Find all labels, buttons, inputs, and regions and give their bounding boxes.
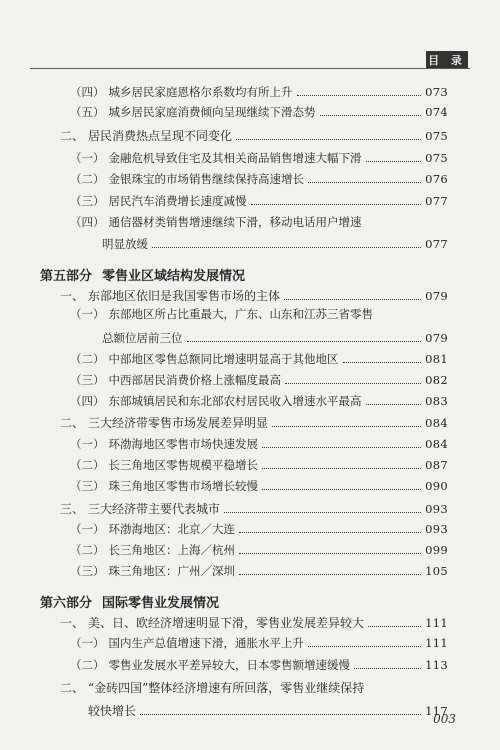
entry-page: 081 <box>425 352 448 366</box>
entry-page: 113 <box>425 658 448 672</box>
entry-label: （四） <box>70 215 105 229</box>
entry-title: “金砖四国”整体经济增速有所回落，零售业继续保持 <box>88 681 365 695</box>
part-number: 第六部分 <box>40 596 93 611</box>
entry-label: （一） <box>70 522 105 536</box>
leader-dots <box>285 383 421 384</box>
leader-dots <box>272 426 421 427</box>
entry-label: （二） <box>70 352 105 366</box>
entry-title-continued: 明显放缓 <box>102 237 148 251</box>
entry-label: 一、 <box>60 616 85 630</box>
part-heading <box>40 592 448 611</box>
leader-dots <box>140 714 421 715</box>
toc-entry-continuation[interactable] <box>102 236 448 252</box>
leader-dots <box>224 512 421 513</box>
toc-entry[interactable] <box>60 614 448 631</box>
leader-dots <box>284 299 421 300</box>
entry-page: 075 <box>425 151 448 165</box>
section-tab: 目 录 <box>426 51 468 68</box>
entry-title: 城乡居民家庭消费倾向呈现继续下滑态势 <box>108 105 316 119</box>
entry-label: （二） <box>70 172 105 186</box>
entry-label: （三） <box>70 479 105 493</box>
entry-title: 金银珠宝的市场销售继续保持高速增长 <box>108 172 304 186</box>
entry-page: 093 <box>425 502 448 516</box>
part-heading <box>40 265 448 284</box>
leader-dots <box>262 489 421 490</box>
entry-page: 093 <box>425 522 448 536</box>
entry-title: 长三角地区：上海／杭州 <box>108 543 235 557</box>
entry-title: 珠三角地区：广州／深圳 <box>108 564 235 578</box>
entry-label: 一、 <box>60 289 85 303</box>
entry-page: 111 <box>425 616 448 630</box>
entry-label: （一） <box>70 307 105 321</box>
entry-page: 073 <box>425 85 448 99</box>
leader-dots <box>368 626 421 627</box>
entry-label: （三） <box>70 194 105 208</box>
entry-title: 长三角地区零售规模平稳增长 <box>108 458 258 472</box>
toc-entry[interactable] <box>70 478 448 494</box>
entry-label: （二） <box>70 658 105 672</box>
entry-page: 079 <box>425 331 448 345</box>
entry-title-continued: 总额位居前三位 <box>102 331 183 345</box>
entry-title: 环渤海地区零售市场快速发展 <box>108 437 258 451</box>
entry-label: 二、 <box>60 129 85 143</box>
leader-dots <box>343 362 422 363</box>
entry-label: （三） <box>70 564 105 578</box>
entry-label: （一） <box>70 151 105 165</box>
entry-title: 国内生产总值增速下滑，通胀水平上升 <box>108 636 304 650</box>
entry-page: 079 <box>425 289 448 303</box>
entry-title: 美、日、欧经济增速明显下滑，零售业发展差异较大 <box>88 616 365 630</box>
toc-entry[interactable] <box>70 436 448 452</box>
entry-page: 087 <box>425 458 448 472</box>
toc-entry[interactable] <box>70 635 448 651</box>
toc-entry[interactable] <box>70 372 448 388</box>
toc-entry[interactable] <box>70 84 448 100</box>
toc-entry[interactable] <box>70 104 448 120</box>
entry-page: 099 <box>425 543 448 557</box>
part-title: 国际零售业发展情况 <box>102 596 220 611</box>
toc-entry[interactable] <box>70 393 448 409</box>
page-number: 003 <box>433 712 456 726</box>
leader-dots <box>354 668 421 669</box>
toc-entry[interactable] <box>70 542 448 558</box>
part-title: 零售业区域结构发展情况 <box>102 269 246 284</box>
toc-entry[interactable] <box>60 287 448 304</box>
part-number: 第五部分 <box>40 269 93 284</box>
entry-label: 二、 <box>60 681 85 695</box>
toc-entry[interactable] <box>70 457 448 473</box>
entry-label: （二） <box>70 458 105 472</box>
toc-entry[interactable] <box>60 679 448 696</box>
leader-dots <box>239 532 421 533</box>
leader-dots <box>239 553 421 554</box>
entry-title: 中部地区零售总额同比增速明显高于其他地区 <box>108 352 339 366</box>
leader-dots <box>366 404 422 405</box>
entry-page: 076 <box>425 172 448 186</box>
toc-entry[interactable] <box>70 351 448 367</box>
entry-title: 零售业发展水平差异较大，日本零售额增速缓慢 <box>108 658 350 672</box>
toc-entry[interactable] <box>60 414 448 431</box>
leader-dots <box>239 574 421 575</box>
leader-dots <box>251 204 422 205</box>
leader-dots <box>262 468 421 469</box>
entry-title: 珠三角地区零售市场增长较慢 <box>108 479 258 493</box>
entry-page: 117 <box>425 704 448 718</box>
toc-entry[interactable] <box>70 193 448 209</box>
entry-label: （四） <box>70 85 105 99</box>
entry-title: 东部城镇居民和东北部农村居民收入增速水平最高 <box>108 394 362 408</box>
leader-dots <box>297 95 422 96</box>
entry-label: （二） <box>70 543 105 557</box>
leader-dots <box>366 161 422 162</box>
entry-title: 金融危机导致住宅及其相关商品销售增速大幅下滑 <box>108 151 362 165</box>
toc-entry[interactable] <box>70 521 448 537</box>
entry-title: 居民消费热点呈现不同变化 <box>88 129 233 143</box>
entry-label: 二、 <box>60 416 85 430</box>
entry-page: 084 <box>425 437 448 451</box>
entry-title: 三大经济带主要代表城市 <box>88 502 221 516</box>
entry-title: 通信器材类销售增速继续下滑，移动电话用户增速 <box>108 215 362 229</box>
entry-label: （五） <box>70 105 105 119</box>
leader-dots <box>187 341 422 342</box>
toc-entry-continuation[interactable] <box>102 330 448 346</box>
toc-entry[interactable] <box>60 500 448 517</box>
leader-dots <box>262 447 421 448</box>
toc-entry[interactable] <box>70 214 448 230</box>
entry-title: 东部地区所占比重最大，广东、山东和江苏三省零售 <box>108 307 373 321</box>
leader-dots <box>308 646 421 647</box>
entry-page: 077 <box>425 194 448 208</box>
entry-label: （三） <box>70 373 105 387</box>
entry-title: 东部地区依旧是我国零售市场的主体 <box>88 289 281 303</box>
entry-page: 077 <box>425 237 448 251</box>
entry-title: 中西部居民消费价格上涨幅度最高 <box>108 373 281 387</box>
entry-title: 城乡居民家庭恩格尔系数均有所上升 <box>108 85 293 99</box>
entry-page: 111 <box>425 636 448 650</box>
toc-entry[interactable] <box>70 306 448 322</box>
leader-dots <box>152 247 421 248</box>
toc-entry[interactable] <box>70 563 448 579</box>
entry-page: 074 <box>425 105 448 119</box>
leader-dots <box>320 115 422 116</box>
entry-label: （四） <box>70 394 105 408</box>
entry-label: （一） <box>70 636 105 650</box>
entry-page: 090 <box>425 479 448 493</box>
entry-page: 105 <box>425 564 448 578</box>
toc-entry[interactable] <box>70 657 448 673</box>
entry-page: 083 <box>425 394 448 408</box>
entry-title: 三大经济带零售市场发展差异明显 <box>88 416 269 430</box>
toc-entry[interactable] <box>70 150 448 166</box>
toc-entry-continuation[interactable] <box>88 702 448 719</box>
leader-dots <box>308 182 421 183</box>
header-rule <box>30 68 470 69</box>
entry-page: 082 <box>425 373 448 387</box>
leader-dots <box>236 139 421 140</box>
entry-page: 075 <box>425 129 448 143</box>
entry-title: 居民汽车消费增长速度减慢 <box>108 194 247 208</box>
toc-entry[interactable] <box>70 171 448 187</box>
toc-entry[interactable] <box>60 127 448 144</box>
entry-page: 084 <box>425 416 448 430</box>
entry-label: （一） <box>70 437 105 451</box>
entry-title: 环渤海地区：北京／大连 <box>108 522 235 536</box>
entry-label: 三、 <box>60 502 85 516</box>
entry-title-continued: 较快增长 <box>88 704 137 718</box>
